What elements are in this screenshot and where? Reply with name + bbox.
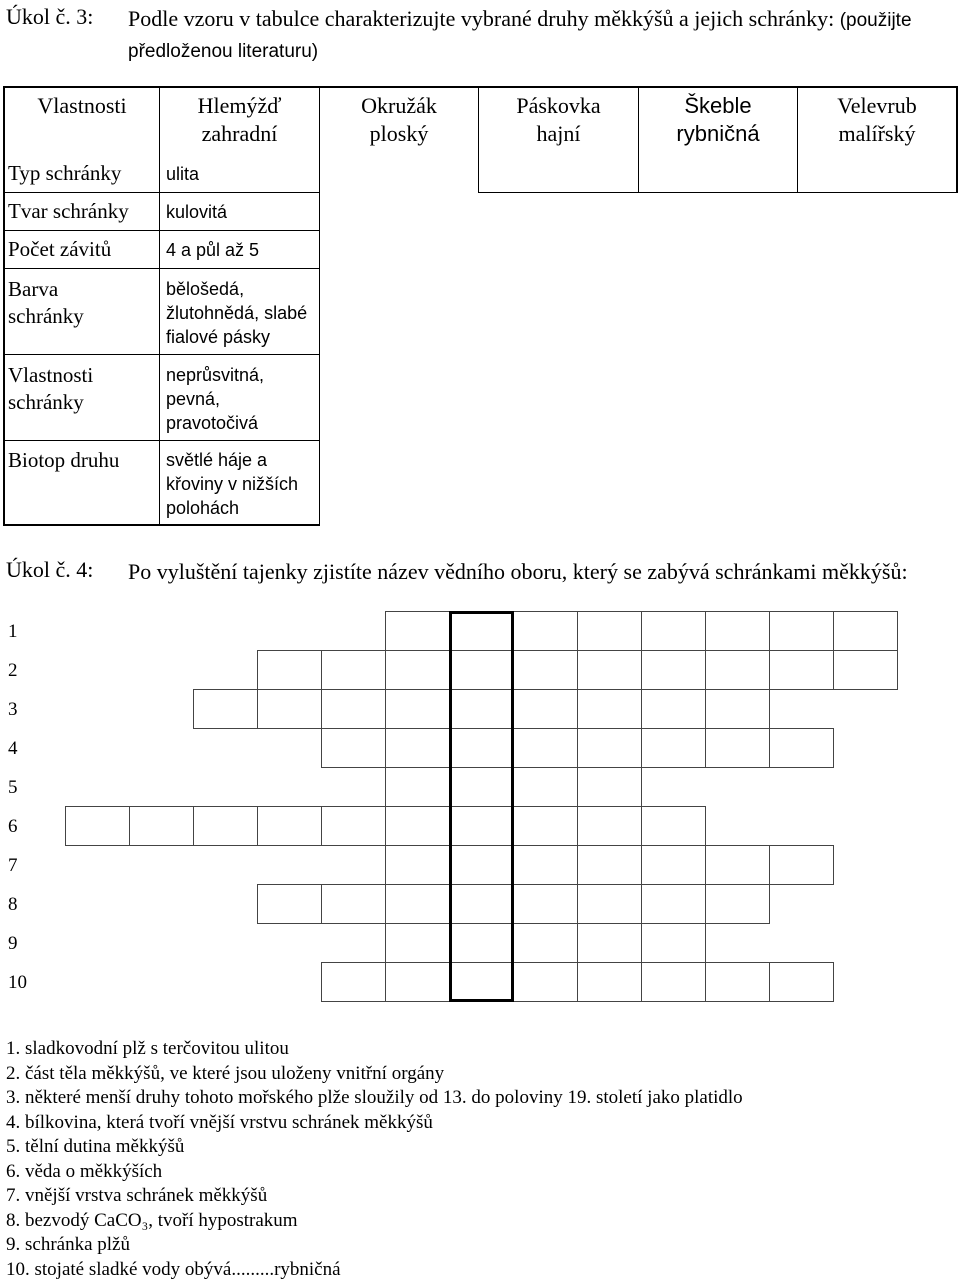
crossword-cell[interactable] bbox=[577, 806, 642, 846]
task3-label: Úkol č. 3: bbox=[6, 4, 94, 29]
species-header-2: Okružák ploský bbox=[361, 93, 437, 146]
crossword-cell[interactable] bbox=[321, 689, 386, 729]
row-label-tvar: Tvar schránky bbox=[8, 199, 129, 223]
crossword-cell[interactable] bbox=[321, 650, 386, 690]
crossword-cell[interactable] bbox=[193, 689, 258, 729]
crossword-cell[interactable] bbox=[385, 806, 450, 846]
clue-item: 3. některé menší druhy tohoto mořského plže sloužily od 13. do poloviny 19. století jako platidlo bbox=[6, 1087, 743, 1108]
clue-item: 6. věda o měkkýších bbox=[6, 1160, 163, 1182]
task4-instruction: Po vyluštění tajenky zjistíte název vědního oboru, který se zabývá schránkami měkkýšů: bbox=[128, 559, 908, 584]
crossword-row-number: 1 bbox=[8, 621, 18, 642]
crossword-cell[interactable] bbox=[705, 884, 770, 924]
crossword-cell[interactable] bbox=[769, 962, 834, 1002]
crossword-cell[interactable] bbox=[321, 728, 386, 768]
clue-item: 7. vnější vrstva schránek měkkýšů bbox=[6, 1185, 268, 1206]
crossword-row-number: 8 bbox=[8, 894, 18, 915]
crossword-cell[interactable] bbox=[641, 884, 706, 924]
crossword-cell[interactable] bbox=[385, 767, 450, 807]
crossword-cell[interactable] bbox=[385, 650, 450, 690]
crossword-cell[interactable] bbox=[513, 806, 578, 846]
crossword-cell[interactable] bbox=[641, 689, 706, 729]
clue-item: 4. bílkovina, která tvoří vnější vrstvu schránek měkkýšů bbox=[6, 1111, 433, 1133]
crossword-cell[interactable] bbox=[705, 728, 770, 768]
crossword-cell[interactable] bbox=[577, 650, 642, 690]
clue-item: 9. schránka plžů bbox=[6, 1234, 130, 1255]
row-label-vlastnosti: Vlastnosti schránky bbox=[8, 363, 94, 414]
crossword-solution-column bbox=[449, 611, 514, 1002]
crossword-cell[interactable] bbox=[833, 650, 898, 690]
crossword-cell[interactable] bbox=[385, 611, 450, 651]
crossword-cell[interactable] bbox=[513, 650, 578, 690]
crossword-cell[interactable] bbox=[577, 611, 642, 651]
crossword-row-number: 7 bbox=[8, 855, 18, 876]
crossword-row-number: 10 bbox=[8, 972, 27, 993]
species-header-4: Škeble rybničná bbox=[676, 93, 760, 146]
crossword-cell[interactable] bbox=[257, 884, 322, 924]
crossword-cell[interactable] bbox=[769, 611, 834, 651]
crossword-cell[interactable] bbox=[577, 767, 642, 807]
crossword-cell[interactable] bbox=[129, 806, 194, 846]
crossword-row-number: 6 bbox=[8, 816, 18, 837]
crossword-cell[interactable] bbox=[833, 611, 898, 651]
crossword-cell[interactable] bbox=[769, 728, 834, 768]
species-table bbox=[0, 0, 960, 530]
crossword-cell[interactable] bbox=[577, 728, 642, 768]
value-vlastnosti: neprůsvitná, pevná, pravotočivá bbox=[166, 365, 265, 433]
crossword-cell[interactable] bbox=[385, 962, 450, 1002]
crossword-cell[interactable] bbox=[577, 845, 642, 885]
crossword-cell[interactable] bbox=[577, 884, 642, 924]
crossword-cell[interactable] bbox=[513, 611, 578, 651]
crossword-cell[interactable] bbox=[513, 923, 578, 963]
crossword-cell[interactable] bbox=[641, 962, 706, 1002]
crossword-cell[interactable] bbox=[385, 884, 450, 924]
species-header-3: Páskovka hajní bbox=[516, 93, 601, 146]
row-label-biotop: Biotop druhu bbox=[8, 448, 120, 472]
crossword-cell[interactable] bbox=[705, 962, 770, 1002]
crossword-cell[interactable] bbox=[513, 728, 578, 768]
crossword-row-number: 2 bbox=[8, 660, 18, 681]
crossword-cell[interactable] bbox=[705, 689, 770, 729]
crossword-cell[interactable] bbox=[513, 689, 578, 729]
crossword-cell[interactable] bbox=[769, 845, 834, 885]
crossword-cell[interactable] bbox=[321, 806, 386, 846]
crossword-cell[interactable] bbox=[385, 923, 450, 963]
crossword-cell[interactable] bbox=[321, 962, 386, 1002]
crossword-cell[interactable] bbox=[577, 923, 642, 963]
crossword-cell[interactable] bbox=[321, 884, 386, 924]
crossword-cell[interactable] bbox=[193, 806, 258, 846]
crossword-cell[interactable] bbox=[257, 689, 322, 729]
crossword-cell[interactable] bbox=[769, 650, 834, 690]
value-tvar: kulovitá bbox=[166, 202, 228, 222]
task3-subtext: (použijte předloženou literaturu) bbox=[128, 10, 912, 62]
crossword-cell[interactable] bbox=[513, 962, 578, 1002]
value-pocet: 4 a půl až 5 bbox=[166, 240, 260, 260]
clue-item: 5. tělní dutina měkkýšů bbox=[6, 1136, 185, 1157]
crossword-cell[interactable] bbox=[705, 650, 770, 690]
row-label-typ: Typ schránky bbox=[8, 161, 122, 185]
crossword-cell[interactable] bbox=[641, 728, 706, 768]
row-label-pocet: Počet závitů bbox=[8, 237, 112, 261]
crossword-cell[interactable] bbox=[641, 923, 706, 963]
species-header-5: Velevrub malířský bbox=[837, 93, 917, 146]
crossword-cell[interactable] bbox=[385, 689, 450, 729]
task3-text: Podle vzoru v tabulce charakterizujte vybrané druhy měkkýšů a jejich schránky: bbox=[128, 6, 835, 31]
table-corner-header: Vlastnosti bbox=[37, 93, 127, 118]
crossword-row-number: 9 bbox=[8, 933, 18, 954]
clue-item: 2. část těla měkkýšů, ve které jsou uloženy vnitřní orgány bbox=[6, 1062, 445, 1084]
crossword-cell[interactable] bbox=[641, 611, 706, 651]
crossword-cell[interactable] bbox=[385, 845, 450, 885]
crossword-cell[interactable] bbox=[705, 845, 770, 885]
row-label-barva: Barva schránky bbox=[8, 277, 84, 328]
crossword-cell[interactable] bbox=[257, 806, 322, 846]
value-typ: ulita bbox=[166, 164, 200, 184]
crossword-cell[interactable] bbox=[641, 650, 706, 690]
task4-label: Úkol č. 4: bbox=[6, 557, 94, 582]
value-barva: bělošedá, žlutohnědá, slabé fialové pásky bbox=[166, 279, 308, 347]
crossword-cell[interactable] bbox=[641, 845, 706, 885]
crossword-cell[interactable] bbox=[577, 962, 642, 1002]
crossword-cell[interactable] bbox=[513, 884, 578, 924]
crossword-cell[interactable] bbox=[513, 845, 578, 885]
clue-list bbox=[6, 1037, 743, 1282]
crossword-row-number: 3 bbox=[8, 699, 18, 720]
crossword-row-number: 5 bbox=[8, 777, 18, 798]
clue-item: 8. bezvodý CaCO₃, tvoří hypostrakum bbox=[6, 1209, 298, 1231]
species-header-1: Hlemýžď zahradní bbox=[197, 93, 282, 146]
clue-item: 10. stojaté sladké vody obývá.........rybničná bbox=[6, 1258, 341, 1280]
crossword-row-number: 4 bbox=[8, 738, 18, 759]
crossword-cell[interactable] bbox=[641, 806, 706, 846]
crossword-cell[interactable] bbox=[513, 767, 578, 807]
crossword-cell[interactable] bbox=[257, 650, 322, 690]
crossword-cell[interactable] bbox=[577, 689, 642, 729]
crossword-cell[interactable] bbox=[385, 728, 450, 768]
value-biotop: světlé háje a křoviny v nižších polohách bbox=[166, 450, 299, 518]
crossword-cell[interactable] bbox=[65, 806, 130, 846]
crossword-cell[interactable] bbox=[705, 611, 770, 651]
clue-item: 1. sladkovodní plž s terčovitou ulitou bbox=[6, 1038, 289, 1059]
